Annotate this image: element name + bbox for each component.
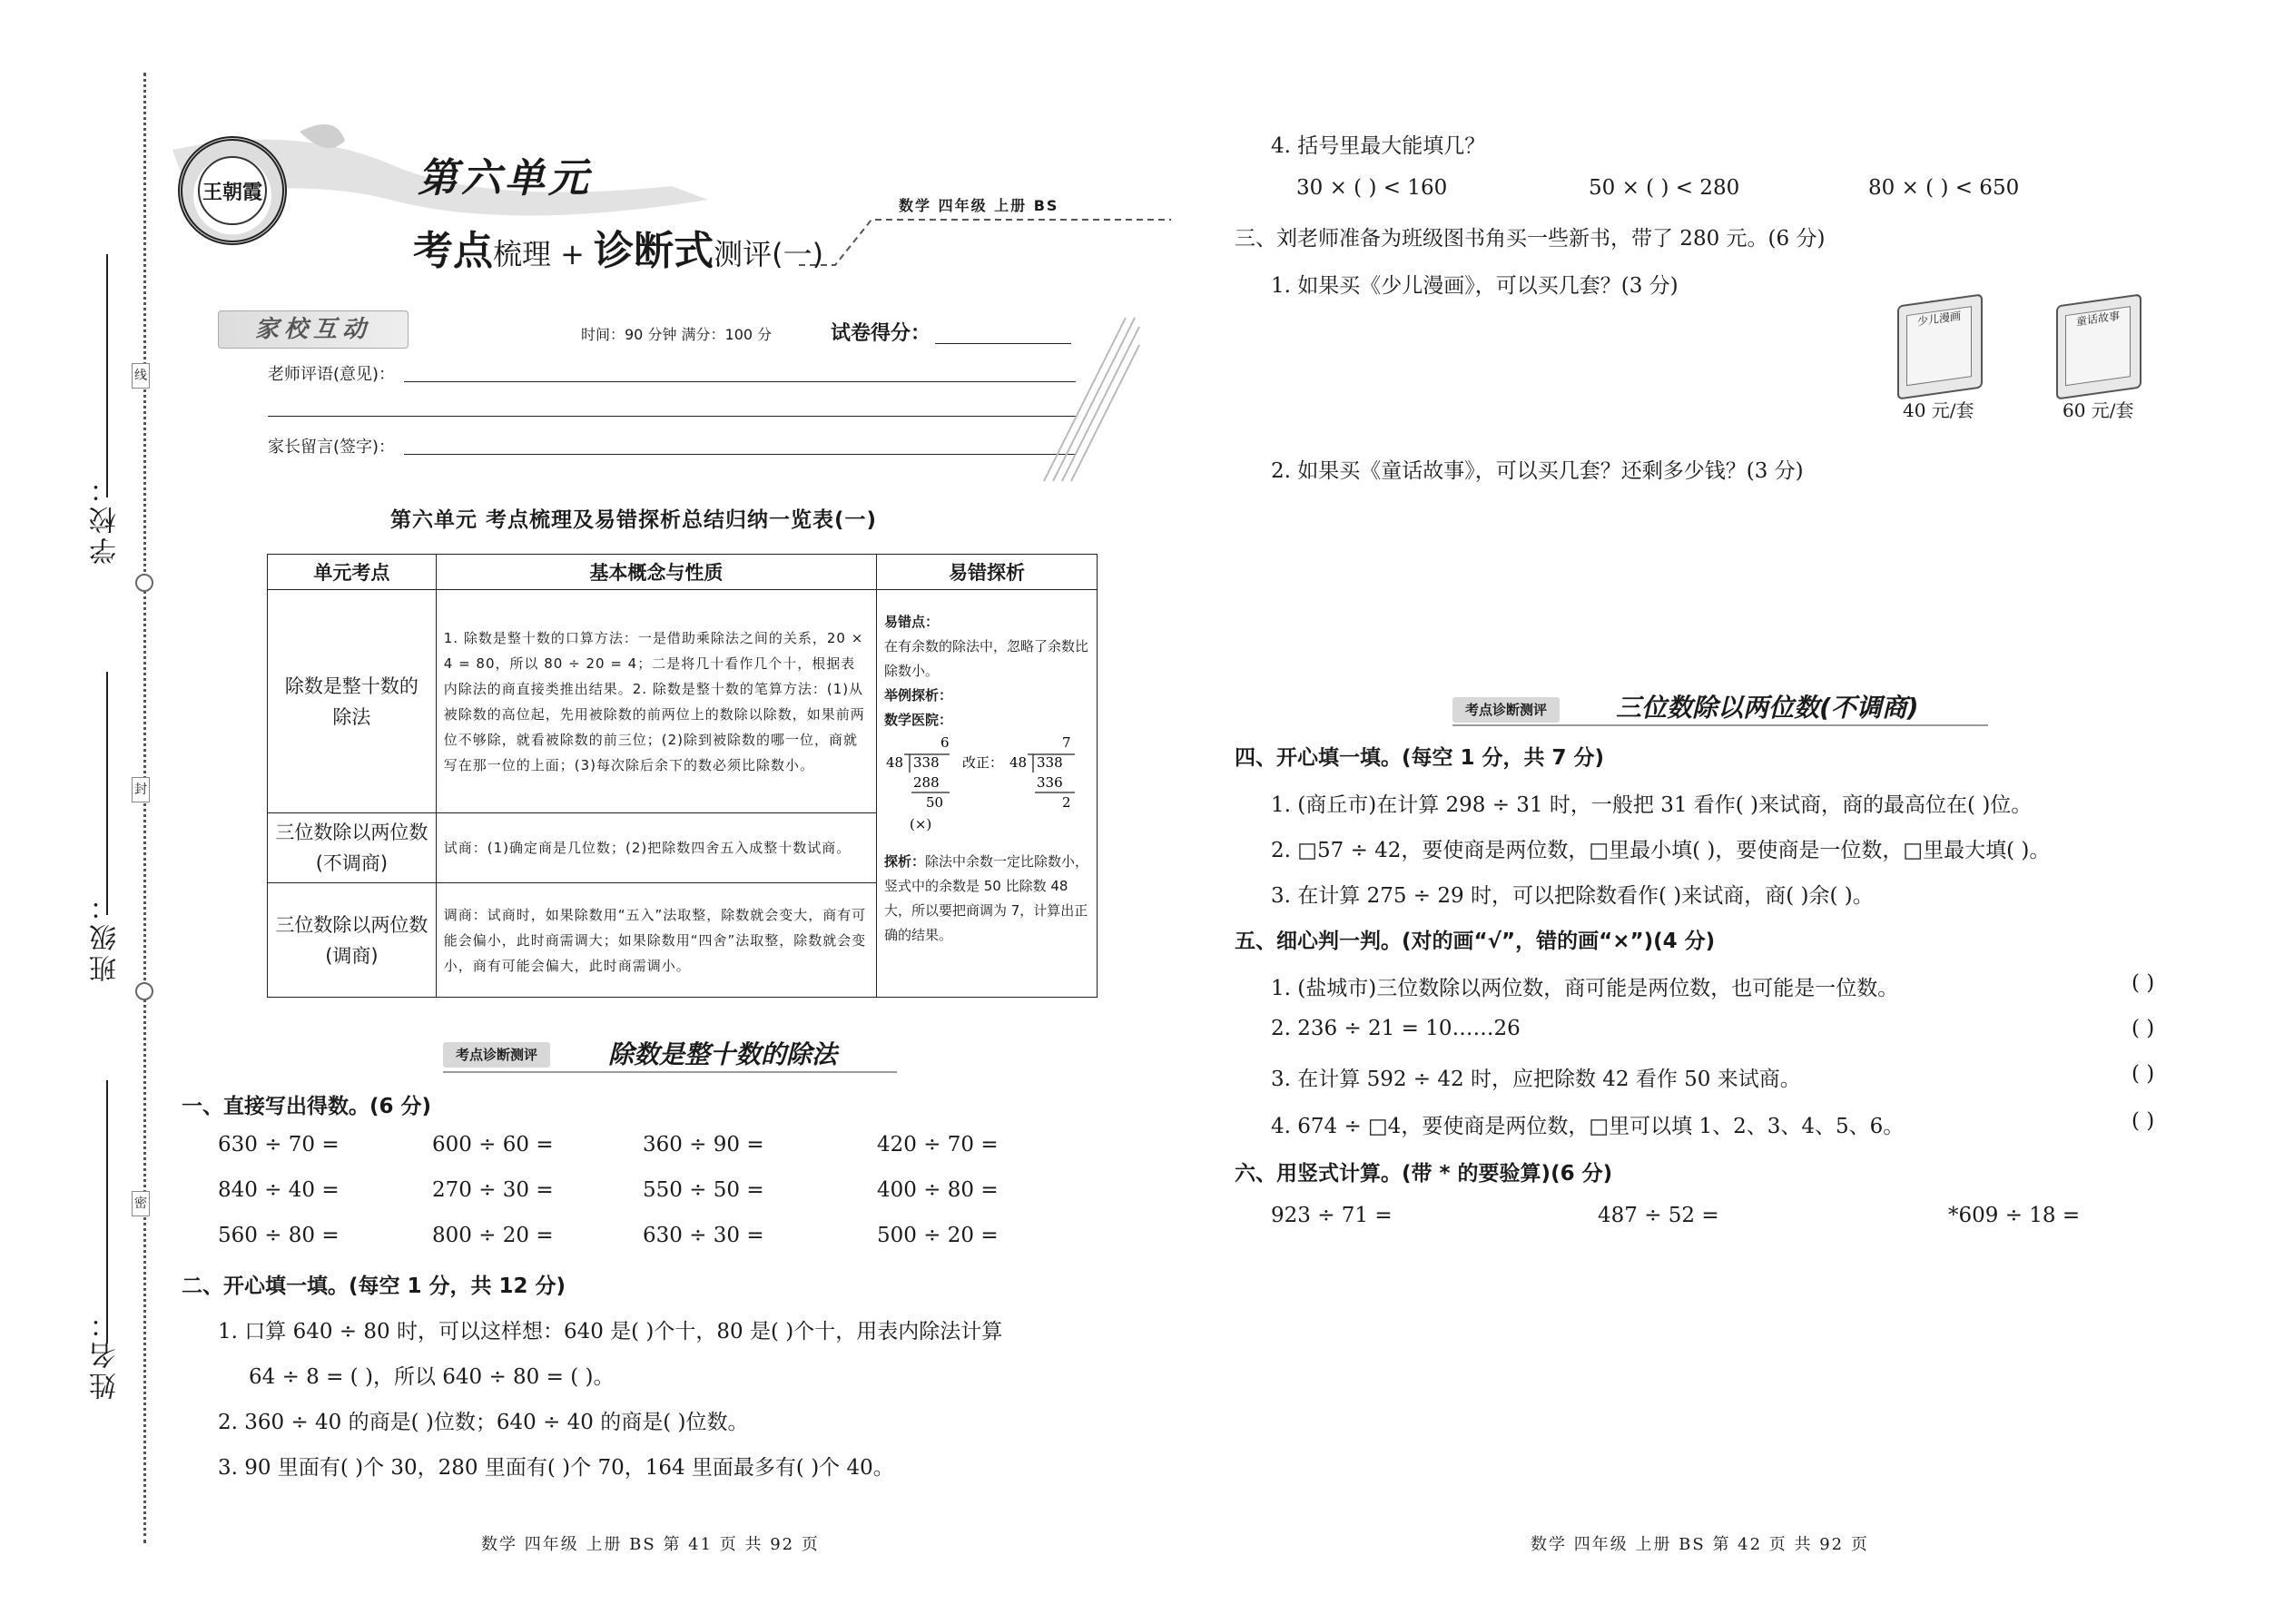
calc-item: 400 ÷ 80 = <box>877 1178 999 1202</box>
calc-item: 630 ÷ 70 = <box>218 1133 340 1156</box>
calc-item: 270 ÷ 30 = <box>432 1178 554 1202</box>
summary-table-title: 第六单元 考点梳理及易错探析总结归纳一览表(一) <box>390 508 878 532</box>
binding-hole <box>135 982 153 1000</box>
binding-dotted-line <box>143 73 146 1543</box>
correct-label: 改正： <box>961 754 1003 771</box>
basic-cell: 1. 除数是整十数的口算方法：一是借助乘除法之间的关系，20 × 4 = 80，所以 80 ÷ 20 = 4；二是将几十看作几个十，根据表内除法的商直接类推出结果。2. 除数是整十数的笔算方法：(1)从被除数的高位起，先用被除数的前两位上的数除以除数，如果前两位不够除，就看被除数的前三位；(2)除到被除数的哪一位，商就写在那一位的上面；(3)每次除后余下的数必须比除数小。 <box>436 590 876 813</box>
long-division-comparison <box>884 733 1088 842</box>
page-subtitle <box>413 218 823 276</box>
topic-cell: 三位数除以两位数(不调商) <box>268 813 437 883</box>
subtitle-part-c: 诊断式 <box>594 228 714 274</box>
calc-item: 500 ÷ 20 = <box>877 1224 999 1247</box>
question-3-1: 1. 如果买《少儿漫画》，可以买几套？(3 分) <box>1271 274 1679 298</box>
story-book-cover-label: 童话故事 <box>2065 306 2131 386</box>
right-remainder: 2 <box>1061 794 1071 811</box>
question-3-heading: 三、刘老师准备为班级图书角买一些新书，带了 280 元。(6 分) <box>1235 227 1826 251</box>
fill-line[interactable]: 2. 360 ÷ 40 的商是( )位数；640 ÷ 40 的商是( )位数。 <box>218 1411 749 1434</box>
topic-cell: 除数是整十数的除法 <box>268 590 437 813</box>
right-quotient: 7 <box>1061 734 1071 751</box>
parent-comment-field[interactable] <box>404 454 1076 455</box>
wrong-divisor: 48 <box>885 754 904 771</box>
summary-table <box>267 554 1098 998</box>
fill-line[interactable]: 3. 90 里面有( )个 30，280 里面有( )个 70，164 里面最多有( )个 40。 <box>218 1456 894 1480</box>
class-label: 班级： <box>90 890 122 982</box>
exam-score-label: 试卷得分： <box>831 322 931 345</box>
fill-line[interactable]: 2. □57 ÷ 42，要使商是两位数，□里最小填( )，要使商是一位数，□里最大填( )。 <box>1271 839 2051 862</box>
comic-book-cover-label: 少儿漫画 <box>1906 306 1972 386</box>
school-field-line[interactable] <box>106 254 108 497</box>
fill-inequality[interactable]: 80 × ( ) < 650 <box>1868 176 2020 200</box>
analysis-text: 除法中余数一定比除数小，竖式中的余数是 50 比除数 48 大，所以要把商调为 7，计算出正确的结果。 <box>883 853 1089 943</box>
fill-line[interactable]: 1. (商丘市)在计算 298 ÷ 31 时，一般把 31 看作( )来试商，商的最高位在( )位。 <box>1271 793 2033 817</box>
calc-item: 800 ÷ 20 = <box>432 1224 554 1247</box>
error-point-text: 在有余数的除法中，忽略了余数比除数小。 <box>883 638 1088 679</box>
seal-mark-mi: 密 <box>132 1191 150 1216</box>
question-3-2: 2. 如果买《童话故事》，可以买几套？还剩多少钱？(3 分) <box>1271 459 1804 483</box>
question-4b-heading: 四、开心填一填。(每空 1 分，共 7 分) <box>1235 746 1605 770</box>
calc-item: 600 ÷ 60 = <box>432 1133 554 1156</box>
basic-cell: 调商：试商时，如果除数用“五入”法取整，除数就会变大，商有可能会偏小，此时商需调大；如果除数用“四舍”法取整，除数就会变小，商有可能会偏大，此时商需调小。 <box>436 883 876 998</box>
calc-item: 550 ÷ 50 = <box>643 1178 764 1202</box>
fill-inequality[interactable]: 30 × ( ) < 160 <box>1296 176 1448 200</box>
logo-text: 王朝霞 <box>198 156 267 225</box>
wrong-product: 288 <box>912 774 940 791</box>
exam-time-info: 时间：90 分钟 满分：100 分 <box>581 326 773 343</box>
story-book-image <box>2056 293 2141 399</box>
topic-cell: 三位数除以两位数(调商) <box>268 883 437 998</box>
unit-title: 第六单元 <box>418 155 592 202</box>
section-title: 三位数除以两位数(不调商) <box>1616 693 1919 723</box>
right-divisor: 48 <box>1009 754 1028 771</box>
publisher-logo <box>178 136 287 245</box>
section-title: 除数是整十数的除法 <box>608 1039 838 1069</box>
table-row <box>268 590 1098 813</box>
fill-line[interactable]: 3. 在计算 275 ÷ 29 时，可以把除数看作( )来试商，商( )余( )。 <box>1271 884 1874 908</box>
judge-line: 3. 在计算 592 ÷ 42 时，应把除数 42 看作 50 来试商。 <box>1271 1068 1801 1091</box>
name-field-line[interactable] <box>106 1080 108 1343</box>
judge-answer-box[interactable]: ( ) <box>2132 1109 2155 1133</box>
section-underline <box>443 1071 897 1073</box>
fill-line[interactable]: 1. 口算 640 ÷ 80 时，可以这样想：640 是( )个十，80 是( )个十，用表内除法计算 <box>218 1320 1003 1343</box>
vertical-calc-item: 923 ÷ 71 = <box>1271 1204 1393 1227</box>
error-point-label: 易错点： <box>883 614 939 630</box>
subtitle-part-d: 测评(一) <box>714 237 824 271</box>
question-4-heading: 4. 括号里最大能填几？ <box>1271 134 1486 158</box>
clinic-label: 数学医院： <box>883 712 952 728</box>
teacher-comment-field-2[interactable] <box>268 416 1076 417</box>
home-school-badge: 家校互动 <box>218 310 409 349</box>
calc-item: 630 ÷ 30 = <box>643 1224 764 1247</box>
seal-mark-feng: 封 <box>132 777 150 802</box>
example-label: 举例探析： <box>883 687 952 704</box>
judge-answer-box[interactable]: ( ) <box>2132 1017 2155 1040</box>
book-meta: 数学 四年级 上册 BS <box>899 197 1059 214</box>
wrong-quotient: 6 <box>940 734 950 751</box>
section-tag: 考点诊断测评 <box>443 1042 550 1068</box>
question-6-heading: 六、用竖式计算。(带 * 的要验算)(6 分) <box>1235 1162 1613 1186</box>
calc-item: 560 ÷ 80 = <box>218 1224 340 1247</box>
question-1-heading: 一、直接写出得数。(6 分) <box>182 1095 432 1118</box>
section-underline <box>1452 724 1988 726</box>
table-header-cell: 单元考点 <box>268 555 437 590</box>
question-5-heading: 五、细心判一判。(对的画“√”，错的画“×”)(4 分) <box>1235 930 1716 953</box>
wrong-dividend: 338 <box>912 754 940 771</box>
story-book-price: 60 元/套 <box>2063 399 2134 421</box>
table-header-cell: 易错探析 <box>876 555 1097 590</box>
right-dividend: 338 <box>1036 754 1063 771</box>
parent-comment-label: 家长留言(签字)： <box>268 438 396 457</box>
corner-stripes-decoration <box>1035 300 1144 490</box>
basic-cell: 试商：(1)确定商是几位数；(2)把除数四舍五入成整十数试商。 <box>436 813 876 883</box>
comic-book-price: 40 元/套 <box>1903 399 1974 421</box>
judge-answer-box[interactable]: ( ) <box>2132 971 2155 995</box>
judge-line: 1. (盐城市)三位数除以两位数，商可能是两位数，也可能是一位数。 <box>1271 977 1899 1000</box>
fill-line[interactable]: 64 ÷ 8 = ( )，所以 640 ÷ 80 = ( )。 <box>249 1365 615 1389</box>
error-analysis-cell <box>876 590 1097 998</box>
vertical-calc-item: *609 ÷ 18 = <box>1948 1204 2081 1227</box>
seal-mark-xian: 线 <box>132 363 150 389</box>
vertical-calc-item: 487 ÷ 52 = <box>1598 1204 1719 1227</box>
calc-item: 420 ÷ 70 = <box>877 1133 999 1156</box>
footer-page-info: 数学 四年级 上册 BS 第 41 页 共 92 页 <box>481 1535 820 1554</box>
calc-item: 840 ÷ 40 = <box>218 1178 340 1202</box>
judge-line: 2. 236 ÷ 21 = 10……26 <box>1271 1017 1521 1040</box>
wrong-mark: (×) <box>909 816 932 832</box>
judge-line: 4. 674 ÷ □4，要使商是两位数，□里可以填 1、2、3、4、5、6。 <box>1271 1115 1905 1138</box>
school-label: 学校： <box>90 472 122 565</box>
fill-inequality[interactable]: 50 × ( ) < 280 <box>1589 176 1740 200</box>
subtitle-part-b: 梳理 + <box>493 237 595 271</box>
footer-page-info: 数学 四年级 上册 BS 第 42 页 共 92 页 <box>1531 1535 1869 1554</box>
wrong-remainder: 50 <box>925 794 944 811</box>
table-header-row <box>268 555 1098 590</box>
binding-hole <box>135 574 153 592</box>
analysis-label: 探析： <box>883 853 925 870</box>
name-label: 姓名： <box>90 1307 122 1400</box>
teacher-comment-field[interactable] <box>404 381 1076 382</box>
table-header-cell: 基本概念与性质 <box>436 555 876 590</box>
header-dashed-connector <box>799 211 1180 274</box>
comic-book-image <box>1897 293 1983 399</box>
teacher-comment-label: 老师评语(意见)： <box>268 365 396 384</box>
right-product: 336 <box>1036 774 1063 791</box>
question-2-heading: 二、开心填一填。(每空 1 分，共 12 分) <box>182 1275 566 1298</box>
subtitle-part-a: 考点 <box>413 228 493 274</box>
class-field-line[interactable] <box>106 672 108 915</box>
judge-answer-box[interactable]: ( ) <box>2132 1062 2155 1086</box>
calc-item: 360 ÷ 90 = <box>643 1133 764 1156</box>
section-tag: 考点诊断测评 <box>1452 697 1560 723</box>
